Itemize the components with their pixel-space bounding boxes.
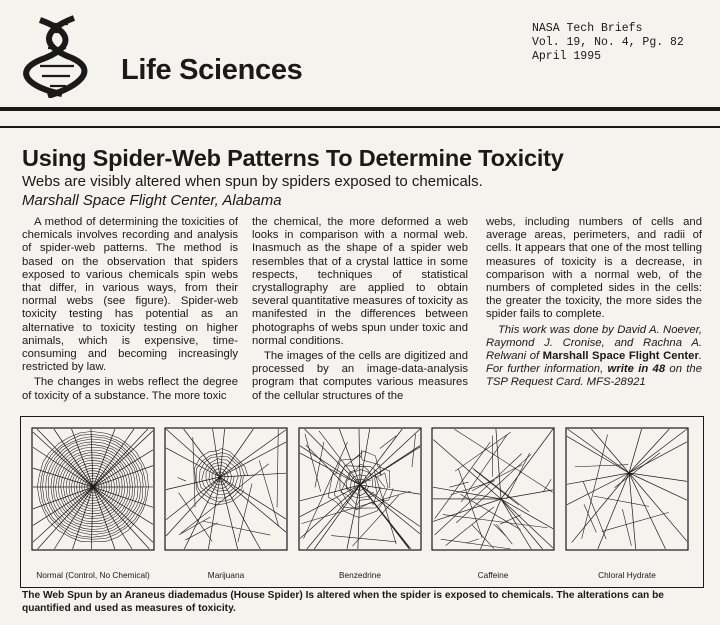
article-center: Marshall Space Flight Center, Alabama	[22, 192, 282, 209]
publication-volume: Vol. 19, No. 4, Pg. 82	[532, 36, 684, 49]
credit-lead: This work was done by David A. Noever, Raymond J. Cronise, and Rachna A. Relwani of	[486, 323, 702, 363]
credit-paragraph	[486, 324, 702, 390]
web-figure	[20, 416, 704, 588]
panel-caption: Caffeine	[477, 570, 509, 580]
panel-caption: Benzedrine	[339, 570, 381, 580]
web-panel-chloral-hydrate	[565, 427, 689, 551]
credit-mid: . For further information,	[486, 350, 702, 376]
section-title: Life Sciences	[121, 54, 303, 86]
text-column-2	[252, 216, 468, 403]
publication-name: NASA Tech Briefs	[532, 22, 643, 35]
panel-caption: Marijuana	[207, 570, 245, 580]
text-column-1	[22, 216, 238, 403]
paragraph: The images of the cells are digitized and processed by an image-data-analysis program that computes various measures of the cellular structures of the	[252, 350, 468, 402]
credit-tail: on the TSP Request Card. MFS-28921	[486, 363, 702, 389]
credit-center: Marshall Space Flight Center	[542, 350, 699, 363]
dna-helix-logo	[22, 14, 92, 98]
web-panel-marijuana	[164, 427, 288, 551]
header-rule-thick	[0, 107, 720, 111]
paragraph: the chemical, the more deformed a web looks in comparison with a normal web. Inasmuch as the shape of a spider web resembles that of a crystal lattice in some respects, techniques of statistical crystallography are applied to obtain several quantitative measures of toxicity as manifested in the differences between photographs of webs spun under toxic and normal conditions.	[252, 216, 468, 347]
publication-info	[532, 22, 684, 64]
article-subtitle: Webs are visibly altered when spun by spiders exposed to chemicals.	[22, 173, 483, 190]
publication-date: April 1995	[532, 50, 602, 63]
paragraph: A method of determining the toxicities of chemicals involves recording and analysis of spider-web patterns. The method is based on the observation that spiders exposed to various chemicals spin webs that differ, in various ways, from their normal webs (see figure). Spider-web toxicity testing has potential as an alternative to toxicity testing on higher animals, which is expensive, time-consuming and becoming increasingly restricted by law.	[22, 216, 238, 374]
web-panel-normal	[31, 427, 155, 551]
header-rule-thin	[0, 126, 720, 128]
paragraph: The changes in webs reflect the degree of toxicity of a substance. The more toxic	[22, 376, 238, 402]
text-column-3	[486, 216, 702, 390]
article-title: Using Spider-Web Patterns To Determine Toxicity	[22, 145, 564, 171]
web-panel-benzedrine	[298, 427, 422, 551]
credit-write-in: write in 48	[607, 363, 666, 376]
panel-caption: Normal (Control, No Chemical)	[36, 570, 150, 580]
figure-caption: The Web Spun by an Araneus diademadus (House Spider) Is altered when the spider is exposed to chemicals. The alterations can be quantified and used as measures of toxicity.	[22, 590, 664, 614]
web-panel-caffeine	[431, 427, 555, 551]
panel-caption: Chloral Hydrate	[598, 570, 656, 580]
paragraph: webs, including numbers of cells and average areas, perimeters, and radii of cells. It appears that one of the most telling measures of toxicity is a decrease, in comparison with a normal web, of the numbers of completed sides in the cells: the greater the toxicity, the more sides the spider fails to complete.	[486, 216, 702, 321]
